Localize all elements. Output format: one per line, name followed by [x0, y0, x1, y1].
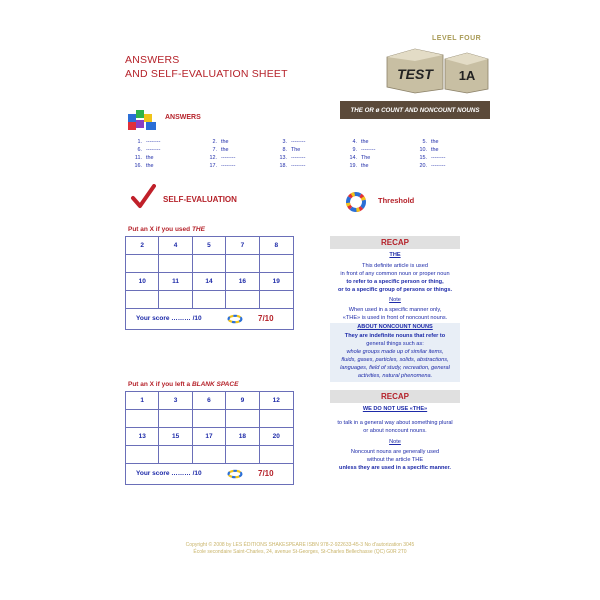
- section1-emphasis: THE: [191, 226, 205, 233]
- footer-line-1: Copyright © 2008 by LES ÉDITIONS SHAKESPEARE ISBN 978-2-922633-45-3 No d'autorization 3045: [185, 542, 415, 548]
- question-number-cell: 7: [226, 237, 259, 255]
- mark-box[interactable]: [193, 410, 226, 428]
- answer-value: --------: [146, 147, 161, 153]
- section2-row1: [126, 392, 293, 410]
- mark-box[interactable]: [260, 255, 293, 273]
- puzzle-icon: [128, 110, 158, 132]
- answer-value: the: [221, 139, 229, 145]
- recap1-subheading: THE: [389, 252, 401, 258]
- mark-box[interactable]: [226, 291, 259, 309]
- answer-value: the: [146, 155, 154, 161]
- question-number-cell: 11: [159, 273, 192, 291]
- answer-item: [405, 138, 439, 146]
- footer-line-2: École secondaire Saint-Charles, 24, avenue St-Georges, St-Charles Bellechasse (QC) G0R 2T0: [193, 549, 407, 555]
- answer-number: 15.: [419, 155, 427, 161]
- mark-box[interactable]: [226, 410, 259, 428]
- answer-value: the: [361, 163, 369, 169]
- answer-item: [120, 146, 160, 154]
- section1-table: [125, 236, 294, 330]
- answer-value: --------: [291, 155, 306, 161]
- answer-item: [265, 138, 305, 146]
- question-number-cell: 2: [126, 237, 159, 255]
- answer-value: the: [221, 147, 229, 153]
- question-number-cell: 10: [126, 273, 159, 291]
- answers-heading: ANSWERS: [165, 114, 201, 121]
- answer-value: --------: [431, 155, 446, 161]
- mark-box[interactable]: [159, 410, 192, 428]
- question-number-cell: 4: [159, 237, 192, 255]
- mark-box[interactable]: [159, 255, 192, 273]
- question-number-cell: 15: [159, 428, 192, 446]
- question-number-cell: 8: [260, 237, 293, 255]
- recap-panel-1: [330, 236, 460, 382]
- recap2-note-heading: Note: [389, 439, 401, 445]
- section2-score-row: [126, 464, 293, 483]
- question-number-cell: 20: [260, 428, 293, 446]
- answer-value: the: [431, 147, 439, 153]
- noncount-text: They are indefinite nouns that refer to general things such as: whole groups made up of similar items, fluids, gases, particles, solids, abstractions, languages, field of study, recreation, general activities, natural phenomena.: [340, 333, 450, 379]
- answer-number: 6.: [137, 147, 142, 153]
- recap2-title: RECAP: [330, 390, 460, 403]
- answer-item: [120, 162, 154, 170]
- section1-row1: [126, 237, 293, 255]
- answer-number: 11.: [134, 155, 142, 161]
- mark-box[interactable]: [126, 410, 159, 428]
- question-number-cell: 5: [193, 237, 226, 255]
- mark-box[interactable]: [126, 446, 159, 464]
- answer-item: [335, 146, 375, 154]
- answer-item: [265, 162, 305, 170]
- answer-value: the: [146, 163, 154, 169]
- section2-blank-row1: [126, 410, 293, 428]
- topic-bar: THE OR ø COUNT AND NONCOUNT NOUNS: [340, 101, 490, 119]
- question-number-cell: 18: [226, 428, 259, 446]
- mark-box[interactable]: [226, 255, 259, 273]
- answer-item: [195, 162, 235, 170]
- copyright-footer: [100, 542, 500, 556]
- mark-box[interactable]: [193, 255, 226, 273]
- answer-value: --------: [361, 147, 376, 153]
- test-block-graphic: [385, 45, 490, 95]
- mark-box[interactable]: [193, 446, 226, 464]
- answer-number: 2.: [212, 139, 217, 145]
- answer-item: [405, 154, 445, 162]
- threshold-ring-icon: [344, 190, 368, 214]
- answer-number: 14.: [349, 155, 357, 161]
- section1-score: Your score ……… /10: [136, 315, 202, 322]
- section2-emphasis: BLANK SPACE: [191, 381, 239, 388]
- answer-value: the: [361, 139, 369, 145]
- test-code: 1A: [458, 68, 476, 83]
- answer-item: [195, 154, 235, 162]
- section1-blank-row2: [126, 291, 293, 309]
- section2-score: Your score ……… /10: [136, 470, 202, 477]
- mark-box[interactable]: [226, 446, 259, 464]
- section2-threshold: 7/10: [258, 469, 274, 478]
- question-number-cell: 1: [126, 392, 159, 410]
- answer-number: 8.: [282, 147, 287, 153]
- answer-value: The: [291, 147, 301, 153]
- noncount-heading: ABOUT NONCOUNT NOUNS: [357, 324, 433, 330]
- answer-number: 7.: [212, 147, 217, 153]
- answer-number: 9.: [352, 147, 357, 153]
- answer-number: 10.: [419, 147, 427, 153]
- answer-item: [120, 138, 160, 146]
- answer-item: [265, 146, 300, 154]
- checkmark-icon: [130, 184, 156, 210]
- mark-box[interactable]: [260, 410, 293, 428]
- answer-number: 17.: [209, 163, 217, 169]
- section2-table: [125, 391, 294, 485]
- answer-item: [405, 162, 445, 170]
- title-line-2: AND SELF-EVALUATION SHEET: [125, 68, 288, 80]
- answer-value: --------: [291, 163, 306, 169]
- question-number-cell: 17: [193, 428, 226, 446]
- recap2-text: to talk in a general way about something plural or about noncount nouns.: [337, 420, 453, 434]
- section2-instruction: Put an X if you left a BLANK SPACE: [128, 381, 239, 388]
- question-number-cell: 3: [159, 392, 192, 410]
- mark-box[interactable]: [260, 291, 293, 309]
- recap1-note-heading: Note: [389, 297, 401, 303]
- recap2-note: Noncount nouns are generally used without the article THE unless they are used in a specific manner.: [339, 449, 451, 471]
- answer-item: [195, 146, 229, 154]
- test-word: TEST: [397, 66, 433, 82]
- mark-box[interactable]: [159, 446, 192, 464]
- section1-instruction: Put an X if you used THE: [128, 226, 205, 233]
- section2-row2: [126, 428, 293, 446]
- answer-number: 19.: [349, 163, 357, 169]
- answer-number: 1.: [137, 139, 142, 145]
- recap1-title: RECAP: [330, 236, 460, 249]
- answer-value: The: [361, 155, 371, 161]
- question-number-cell: 16: [226, 273, 259, 291]
- answer-number: 12.: [209, 155, 217, 161]
- answer-item: [265, 154, 305, 162]
- mark-box[interactable]: [159, 291, 192, 309]
- question-number-cell: 12: [260, 392, 293, 410]
- answer-number: 3.: [282, 139, 287, 145]
- answer-number: 4.: [352, 139, 357, 145]
- threshold-heading: Threshold: [378, 196, 415, 205]
- answer-item: [335, 138, 369, 146]
- question-number-cell: 14: [193, 273, 226, 291]
- question-number-cell: 9: [226, 392, 259, 410]
- mark-box[interactable]: [126, 255, 159, 273]
- answer-number: 20.: [419, 163, 427, 169]
- answer-value: --------: [431, 163, 446, 169]
- answer-item: [195, 138, 229, 146]
- answer-value: --------: [221, 155, 236, 161]
- threshold-ring-icon: [226, 469, 244, 479]
- question-number-cell: 13: [126, 428, 159, 446]
- section1-score-row: [126, 309, 293, 328]
- recap-panel-2: [330, 390, 460, 472]
- answer-number: 13.: [279, 155, 287, 161]
- answer-value: --------: [291, 139, 306, 145]
- section1-row2: [126, 273, 293, 291]
- answer-number: 16.: [134, 163, 142, 169]
- page-title: [125, 53, 288, 81]
- answer-item: [120, 154, 154, 162]
- answer-item: [405, 146, 439, 154]
- threshold-ring-icon: [226, 314, 244, 324]
- mark-box[interactable]: [126, 291, 159, 309]
- question-number-cell: 19: [260, 273, 293, 291]
- section2-blank-row2: [126, 446, 293, 464]
- answer-item: [335, 154, 370, 162]
- level-label: LEVEL FOUR: [432, 35, 482, 42]
- self-evaluation-heading: SELF-EVALUATION: [163, 195, 237, 204]
- answer-value: --------: [146, 139, 161, 145]
- answer-item: [335, 162, 369, 170]
- answer-value: --------: [221, 163, 236, 169]
- section1-threshold: 7/10: [258, 314, 274, 323]
- mark-box[interactable]: [193, 291, 226, 309]
- recap1-note: When used in a specific manner only, «THE» is used in front of noncount nouns.: [342, 307, 448, 321]
- recap2-subheading: WE DO NOT USE «THE»: [362, 406, 428, 412]
- mark-box[interactable]: [260, 446, 293, 464]
- section1-blank-row1: [126, 255, 293, 273]
- title-line-1: ANSWERS: [125, 54, 180, 66]
- recap1-definition: This definite article is used in front of any common noun or proper noun to refer to a specific person or thing, or to a specific group of persons or things.: [337, 263, 453, 293]
- noncount-box: [330, 323, 460, 382]
- question-number-cell: 6: [193, 392, 226, 410]
- answer-value: the: [431, 139, 439, 145]
- answer-number: 5.: [422, 139, 427, 145]
- answer-number: 18.: [279, 163, 287, 169]
